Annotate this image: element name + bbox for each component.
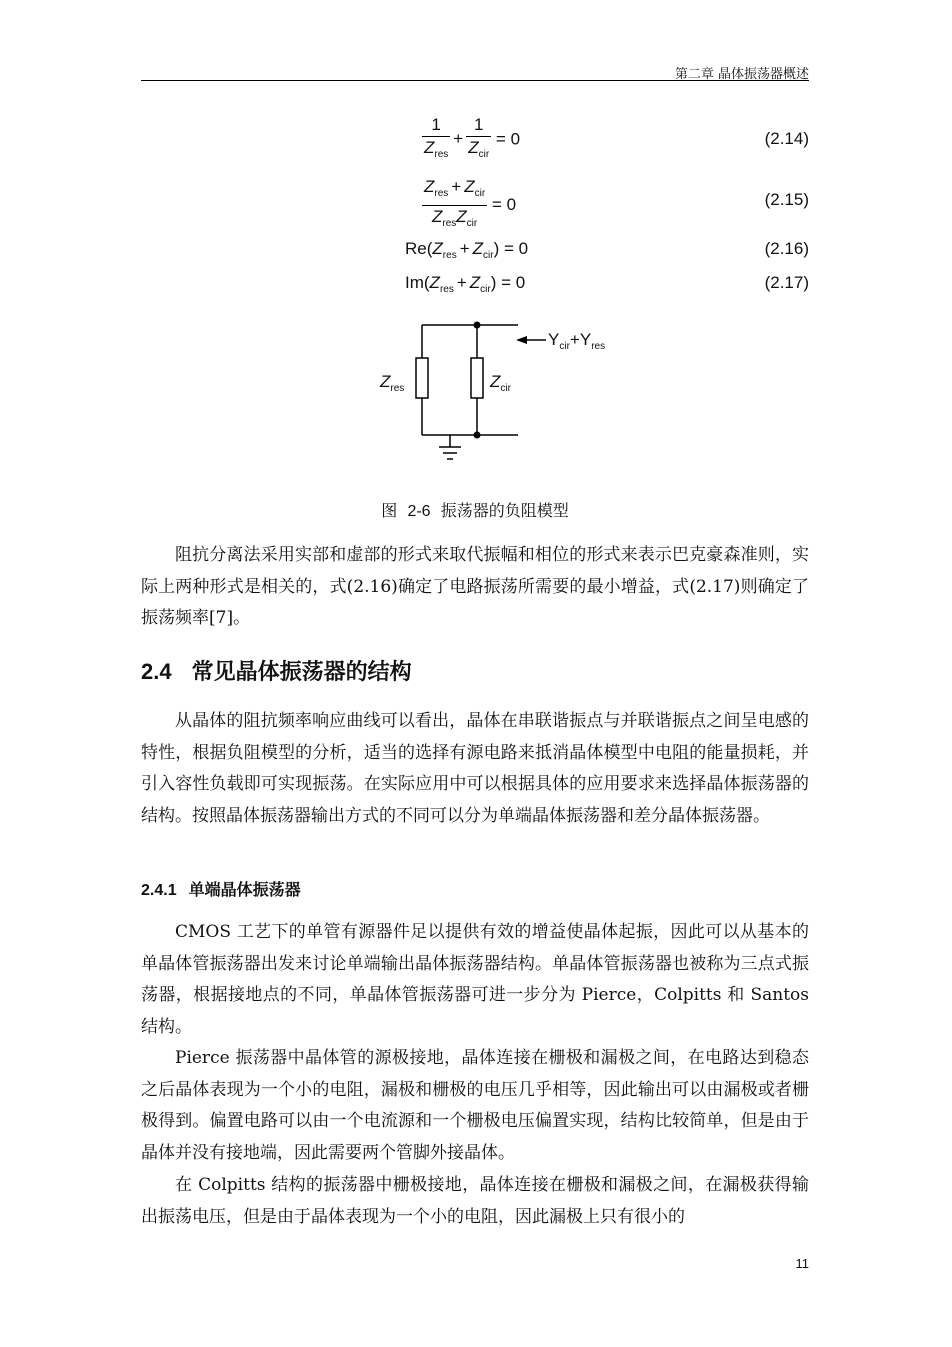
page-number: 11: [795, 1256, 809, 1271]
paragraph: 在 Colpitts 结构的振荡器中栅极接地，晶体连接在栅极和漏极之间，在漏极获得输出振荡电压，但是由于晶体表现为一个小的电阻，因此漏极上只有很小的: [141, 1175, 809, 1227]
equation-label: (2.14): [764, 129, 809, 148]
paragraph: CMOS 工艺下的单管有源器件足以提供有效的增益使晶体起振，因此可以从基本的单晶体管振荡器出发来讨论单端输出晶体振荡器结构。单晶体管振荡器也被称为三点式振荡器，根据接地点的不同，单晶体管振荡器可进一步分为 Pierce，Colpitts 和 Santos 结构。: [141, 922, 809, 1037]
figure-caption: 图 2-6 振荡器的负阻模型: [381, 501, 569, 520]
subsection-heading: 2.4.1 单端晶体振荡器: [141, 880, 301, 899]
equation-2-16: $Re(Z_{res} + Z_{cir}) = 0$: [405, 239, 529, 261]
paragraph: 从晶体的阻抗频率响应曲线可以看出，晶体在串联谐振点与并联谐振点之间呈电感的特性，根据负阻模型的分析，适当的选择有源电路来抵消晶体模型中电阻的能量损耗，并引入容性负载即可实现振荡。在实际应用中可以根据具体的应用要求来选择晶体振荡器的结构。按照晶体振荡器输出方式的不同可以分为单端晶体振荡器和差分晶体振荡器。: [141, 711, 809, 826]
admittance-label: $Y_{cir}+Y_{res}$: [548, 330, 606, 352]
arrow-left-icon: [516, 336, 527, 344]
running-header: 第二章 晶体振荡器概述: [674, 67, 809, 82]
z-cir-label: $Z_{cir}$: [490, 372, 511, 394]
equation-2-14: $\frac{1}{Z_{res}}$ + $\frac{1}{Z_{cir}}$ = 0: [424, 115, 521, 160]
equation-label: (2.17): [764, 273, 809, 292]
bottom-node: [474, 432, 481, 439]
header-rule: [141, 80, 809, 81]
section-heading: 2.4 常见晶体振荡器的结构: [141, 659, 412, 685]
equation-2-17: $Im(Z_{res} + Z_{cir}) = 0$: [405, 273, 526, 295]
top-node: [474, 322, 481, 329]
paragraph: Pierce 振荡器中晶体管的源极接地，晶体连接在栅极和漏极之间，在电路达到稳态之后晶体表现为一个小的电阻，漏极和栅极的电压几乎相等，因此输出可以由漏极或者栅极得到。偏置电路可以由一个电流源和一个栅极电压偏置实现，结构比较简单，但是由于晶体并没有接地端，因此需要两个管脚外接晶体。: [141, 1048, 809, 1163]
equation-label: (2.15): [764, 190, 809, 209]
z-cir-resistor: [471, 358, 483, 398]
z-res-resistor: [416, 358, 428, 398]
paragraph: 阻抗分离法采用实部和虚部的形式来取代振幅和相位的形式来表示巴克豪森准则，实际上两种形式是相关的，式(2.16)确定了电路振荡所需要的最小增益，式(2.17)则确定了振荡频率[7]。: [141, 545, 809, 629]
equation-2-15: $\frac{Z_{res} + Z_{cir}}{Z_{res}Z_{cir}}$ = 0: [424, 177, 517, 229]
equation-label: (2.16): [764, 239, 809, 258]
z-res-label: $Z_{res}$: [380, 372, 405, 394]
